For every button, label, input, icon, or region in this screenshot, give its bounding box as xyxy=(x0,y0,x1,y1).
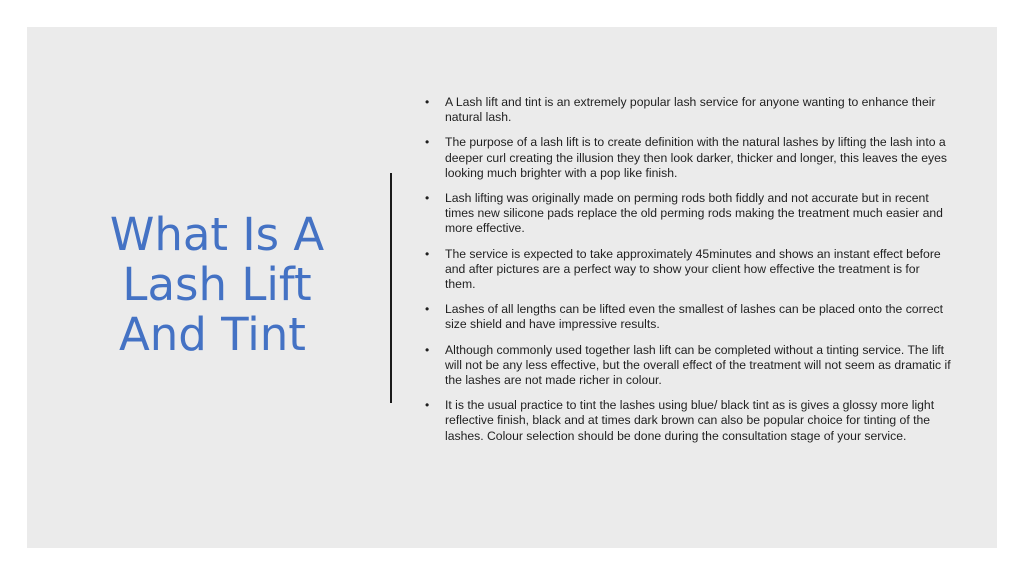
bullet-dot-icon: • xyxy=(425,191,430,206)
bullet-text: The purpose of a lash lift is to create definition with the natural lashes by lifting the lash into a deeper curl creating the illusion they then look darker, thicker and longer, this leaves the eyes looking much brighter with a pop like finish. xyxy=(445,135,948,180)
title-line: And Tint xyxy=(119,308,306,361)
bullet-item xyxy=(423,95,953,125)
bullet-dot-icon: • xyxy=(425,398,430,413)
bullet-item xyxy=(423,398,953,444)
bullet-item xyxy=(423,135,953,181)
bullet-text: Although commonly used together lash lift can be completed without a tinting service. The lift will not be any less effective, but the overall effect of the treatment will not seem as dramatic if the lashes are not made richer in colour. xyxy=(445,342,951,388)
bullet-text: A Lash lift and tint is an extremely popular lash service for anyone wanting to enhance their natural lash. xyxy=(445,95,936,125)
bullet-list xyxy=(423,95,953,454)
bullet-dot-icon: • xyxy=(425,342,430,357)
bullet-dot-icon: • xyxy=(425,95,430,109)
bullet-item xyxy=(423,191,953,237)
bullet-text: The service is expected to take approximately 45minutes and shows an instant effect before and after pictures are a perfect way to show your client how effective the treatment is for them. xyxy=(445,246,941,292)
bullet-item xyxy=(423,343,953,389)
vertical-divider xyxy=(390,173,392,403)
bullet-dot-icon: • xyxy=(425,302,430,317)
bullet-text: Lashes of all lengths can be lifted even the smallest of lashes can be placed onto the correct size shield and have impressive results. xyxy=(445,302,943,332)
slide xyxy=(27,27,997,548)
title-line: Lash Lift xyxy=(122,258,312,311)
bullet-text: Lash lifting was originally made on perming rods both fiddly and not accurate but in recent times new silicone pads replace the old perming rods making the treatment much easier and more effective. xyxy=(445,191,943,236)
title-block xyxy=(87,210,387,360)
bullet-dot-icon: • xyxy=(425,135,430,150)
bullet-dot-icon: • xyxy=(425,246,430,261)
title-line: What Is A xyxy=(109,208,325,261)
bullet-text: It is the usual practice to tint the lashes using blue/ black tint as is gives a glossy more light reflective finish, black and at times dark brown can also be popular choice for tinting of the lashes. Colour selection should be done during the consultation stage of your service. xyxy=(445,398,935,443)
slide-title xyxy=(87,210,347,360)
bullet-item xyxy=(423,247,953,293)
bullet-item xyxy=(423,302,953,332)
